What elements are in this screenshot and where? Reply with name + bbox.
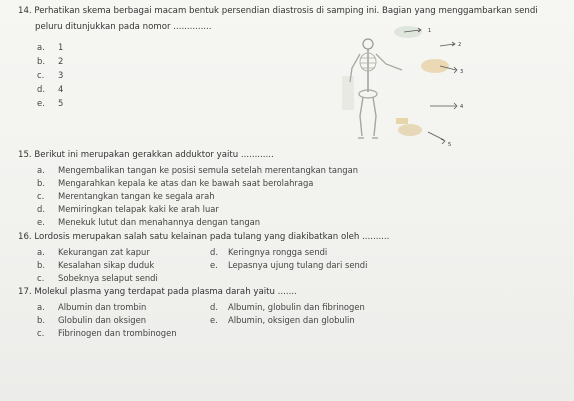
q16-option-a-letter: a.	[37, 247, 45, 257]
q15-option-b-text: Mengarahkan kepala ke atas dan ke bawah saat berolahraga	[58, 178, 314, 188]
figure-label-3: 3	[460, 69, 464, 75]
q16-option-e-text: Lepasnya ujung tulang dari sendi	[228, 260, 368, 270]
arrow-5	[428, 132, 444, 140]
q17-option-d-letter: d.	[210, 302, 218, 312]
q14-option-b-text: 2	[58, 56, 64, 66]
q16-option-e-letter: e.	[210, 260, 218, 270]
q16-text: 16. Lordosis merupakan salah satu kelainan pada tulang yang diakibatkan oleh ..........	[18, 232, 390, 242]
q17-option-e-text: Albumin, oksigen dan globulin	[228, 315, 355, 325]
figure-small-insert	[396, 118, 408, 124]
q14-option-a-letter: a.	[37, 42, 45, 52]
q14-option-d-letter: d.	[37, 84, 45, 94]
q17-option-d-text: Albumin, globulin dan fibrinogen	[228, 302, 365, 312]
q15-option-e-letter: e.	[37, 217, 45, 227]
q15-option-d-letter: d.	[37, 204, 45, 214]
q15-option-d-text: Memiringkan telapak kaki ke arah luar	[58, 204, 219, 214]
q15-option-a-letter: a.	[37, 165, 45, 175]
q17-option-e-letter: e.	[210, 315, 218, 325]
q16-option-d-letter: d.	[210, 247, 218, 257]
q16-option-c-letter: c.	[37, 273, 45, 283]
q14-option-c-text: 3	[58, 70, 64, 80]
q17-option-c-text: Fibrinogen dan trombinogen	[58, 328, 177, 338]
left-leg	[360, 97, 363, 136]
skeleton-joints-figure	[340, 18, 480, 148]
q16-option-b-letter: b.	[37, 260, 45, 270]
q16-option-c-text: Sobeknya selaput sendi	[58, 273, 158, 283]
q15-option-a-text: Mengembalikan tangan ke posisi semula setelah merentangkan tangan	[58, 165, 359, 175]
joint-5-highlight	[398, 124, 422, 136]
figure-label-2: 2	[458, 42, 462, 48]
q14-text-line1: 14. Perhatikan skema berbagai macam bentuk persendian diastrosis di samping ini. Bagian yang menggambarkan sendi	[18, 6, 538, 16]
q14-option-c-letter: c.	[37, 70, 45, 80]
figure-label-1: 1	[428, 28, 432, 34]
right-arm	[376, 54, 402, 70]
q14-option-a-text: 1	[58, 42, 64, 52]
q15-option-b-letter: b.	[37, 178, 45, 188]
q14-text-line2: peluru ditunjukkan pada nomor ..............	[35, 22, 212, 32]
q15-option-c-letter: c.	[37, 191, 45, 201]
q17-text: 17. Molekul plasma yang terdapat pada plasma darah yaitu .......	[18, 287, 297, 297]
q14-option-e-text: 5	[58, 98, 64, 108]
q15-option-e-text: Menekuk lutut dan menahannya dengan tangan	[58, 217, 261, 227]
q16-option-d-text: Keringnya rongga sendi	[228, 247, 328, 257]
right-leg	[373, 97, 376, 136]
figure-left-panel	[342, 76, 354, 110]
q17-option-b-letter: b.	[37, 315, 45, 325]
q16-option-a-text: Kekurangan zat kapur	[58, 247, 150, 257]
joint-1-highlight	[394, 26, 422, 38]
figure-label-4: 4	[460, 104, 464, 110]
q17-option-b-text: Globulin dan oksigen	[58, 315, 147, 325]
q17-option-a-letter: a.	[37, 302, 45, 312]
q16-option-b-text: Kesalahan sikap duduk	[58, 260, 155, 270]
figure-label-5: 5	[448, 142, 452, 148]
q14-option-d-text: 4	[58, 84, 64, 94]
q14-option-e-letter: e.	[37, 98, 45, 108]
q15-option-c-text: Merentangkan tangan ke segala arah	[58, 191, 215, 201]
q14-option-b-letter: b.	[37, 56, 45, 66]
q15-text: 15. Berikut ini merupakan gerakkan adduktor yaitu ............	[18, 150, 274, 160]
skull-icon	[363, 39, 373, 49]
joint-3-highlight	[421, 59, 449, 73]
q17-option-a-text: Albumin dan trombin	[58, 302, 147, 312]
q17-option-c-letter: c.	[37, 328, 45, 338]
